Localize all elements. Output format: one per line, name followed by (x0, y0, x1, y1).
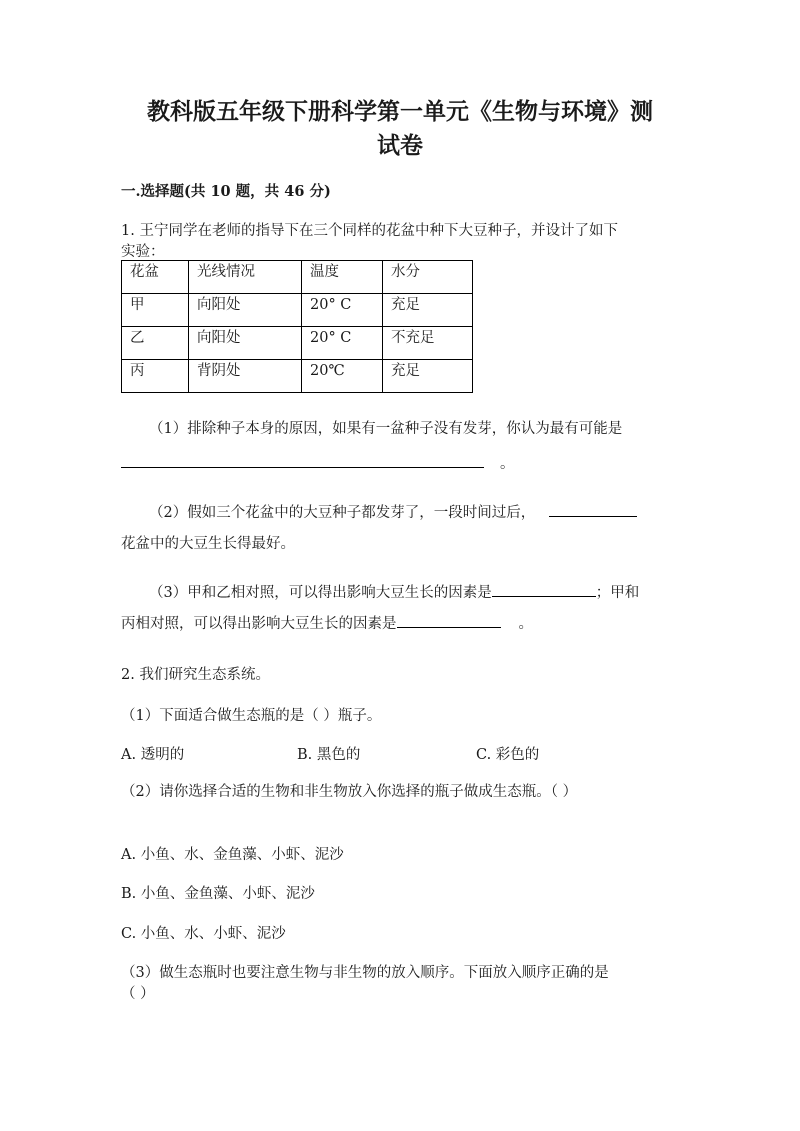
table-cell: 20° C (302, 294, 383, 327)
table-header-cell: 水分 (383, 261, 473, 294)
q2-sub1-option-c[interactable]: C. 彩色的 (476, 747, 540, 763)
table-header-cell: 光线情况 (189, 261, 302, 294)
q1-sub3-line1 (149, 581, 639, 602)
table-cell: 背阴处 (189, 360, 302, 393)
experiment-table (121, 260, 473, 393)
q1-sub2-start: （2）假如三个花盆中的大豆种子都发芽了，一段时间过后， (149, 505, 536, 521)
q1-stem-line1: 1. 王宁同学在老师的指导下在三个同样的花盆中种下大豆种子，并设计了如下 (121, 223, 618, 239)
q2-sub3-line2: （ ） (121, 986, 155, 1002)
answer-blank[interactable] (492, 582, 596, 597)
q1-sub1-answer-line (121, 452, 515, 473)
table-cell: 丙 (122, 360, 189, 393)
q2-sub2-option-c[interactable]: C. 小鱼、水、小虾、泥沙 (121, 926, 286, 942)
table-cell: 充足 (383, 294, 473, 327)
table-cell: 乙 (122, 327, 189, 360)
q2-sub1: （1）下面适合做生态瓶的是（ ）瓶子。 (121, 708, 382, 724)
section-heading: 一.选择题(共 10 题，共 46 分) (121, 183, 331, 200)
page-title-line1: 教科版五年级下册科学第一单元《生物与环境》测 (147, 98, 653, 125)
q2-sub2-option-b[interactable]: B. 小鱼、金鱼藻、小虾、泥沙 (121, 886, 315, 902)
answer-blank[interactable] (397, 613, 501, 628)
q1-sub1: （1）排除种子本身的原因，如果有一盆种子没有发芽，你认为最有可能是 (149, 421, 623, 437)
q1-sub3-start: （3）甲和乙相对照，可以得出影响大豆生长的因素是 (149, 585, 492, 601)
answer-blank[interactable] (549, 502, 637, 517)
table-cell: 向阳处 (189, 294, 302, 327)
page-title-line2: 试卷 (377, 132, 423, 159)
q2-stem: 2. 我们研究生态系统。 (121, 667, 270, 683)
table-header-cell: 温度 (302, 261, 383, 294)
answer-blank[interactable] (121, 453, 484, 468)
table-cell: 20° C (302, 327, 383, 360)
q1-stem-line2: 实验： (121, 244, 165, 260)
q1-sub3-mid: ；甲和 (595, 585, 640, 601)
table-cell: 不充足 (383, 327, 473, 360)
q2-sub2-option-a[interactable]: A. 小鱼、水、金鱼藻、小虾、泥沙 (121, 847, 344, 863)
table-row (122, 294, 473, 327)
q2-sub1-option-b[interactable]: B. 黑色的 (297, 747, 361, 763)
q1-sub1-end: 。 (500, 456, 515, 472)
q2-sub1-option-a[interactable]: A. 透明的 (121, 747, 185, 763)
q1-sub3-line2-text: 丙相对照，可以得出影响大豆生长的因素是 (121, 616, 397, 632)
table-row (122, 360, 473, 393)
table-cell: 向阳处 (189, 327, 302, 360)
table-cell: 甲 (122, 294, 189, 327)
q2-sub3-line1: （3）做生态瓶时也要注意生物与非生物的放入顺序。下面放入顺序正确的是 (121, 965, 609, 981)
table-header-row (122, 261, 473, 294)
table-cell: 20℃ (302, 360, 383, 393)
q2-sub2: （2）请你选择合适的生物和非生物放入你选择的瓶子做成生态瓶。（ ） (121, 784, 578, 800)
q1-sub2-line1 (149, 501, 637, 522)
q1-sub3-end: 。 (518, 616, 533, 632)
table-header-cell: 花盆 (122, 261, 189, 294)
q1-sub3-line2 (121, 612, 533, 633)
q1-sub2-line2: 花盆中的大豆生长得最好。 (121, 536, 295, 552)
table-cell: 充足 (383, 360, 473, 393)
table-row (122, 327, 473, 360)
